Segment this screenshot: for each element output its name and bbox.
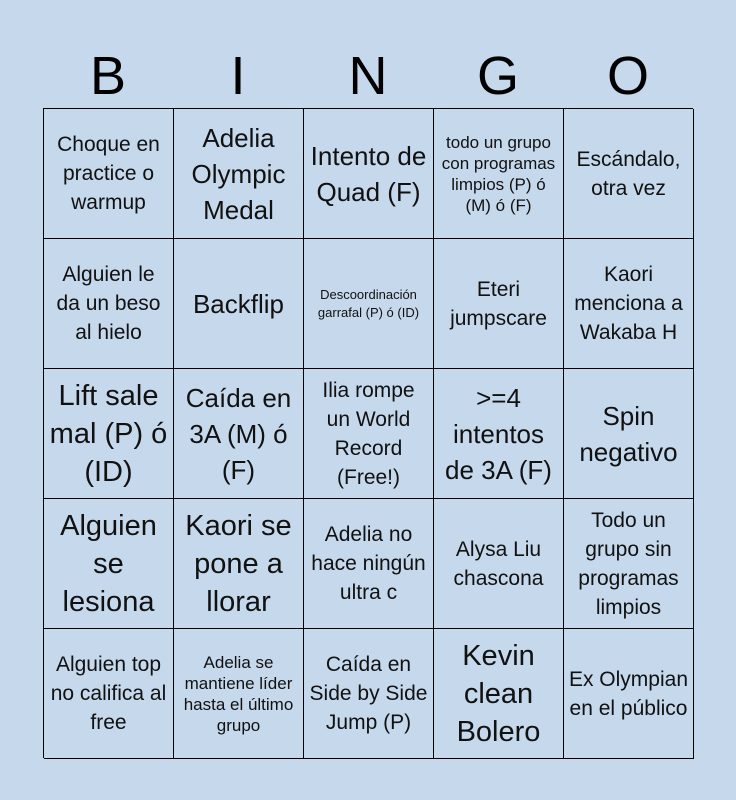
bingo-cell-text: Descoordinación garrafal (P) ó (ID) <box>317 286 420 320</box>
header-letter-i: I <box>230 46 246 106</box>
bingo-cell-text: Kaori se pone a llorar <box>185 509 292 618</box>
bingo-cell[interactable] <box>44 629 174 759</box>
bingo-cell-text: Kevin clean Bolero <box>456 639 541 748</box>
bingo-header <box>43 44 693 108</box>
bingo-cell[interactable] <box>564 239 694 369</box>
bingo-cell-text: Caída en 3A (M) ó (F) <box>185 382 292 485</box>
bingo-cell[interactable] <box>564 629 694 759</box>
bingo-cell[interactable] <box>564 109 694 239</box>
bingo-cell[interactable] <box>434 499 564 629</box>
bingo-board <box>43 108 693 758</box>
bingo-cell-text: Escándalo, otra vez <box>576 147 681 200</box>
bingo-cell[interactable] <box>174 499 304 629</box>
bingo-cell[interactable] <box>434 369 564 499</box>
bingo-cell[interactable] <box>304 369 434 499</box>
bingo-cell-text: Lift sale mal (P) ó (ID) <box>49 379 168 488</box>
bingo-cell-text: Alysa Liu chascona <box>453 537 544 590</box>
bingo-cell[interactable] <box>174 369 304 499</box>
bingo-cell-text: Adelia no hace ningún ultra c <box>311 523 426 604</box>
bingo-cell[interactable] <box>304 629 434 759</box>
bingo-cell[interactable] <box>174 239 304 369</box>
header-letter-o: O <box>606 46 649 106</box>
bingo-cell[interactable] <box>304 239 434 369</box>
bingo-cell[interactable] <box>44 239 174 369</box>
bingo-cell-text: Eteri jumpscare <box>450 277 547 330</box>
bingo-cell[interactable] <box>174 629 304 759</box>
bingo-cell-text: Ilia rompe un World Record (Free!) <box>322 378 415 489</box>
bingo-cell-text: Adelia Olympic Medal <box>191 122 286 225</box>
header-letter-g: G <box>476 46 519 106</box>
bingo-cell[interactable] <box>44 369 174 499</box>
bingo-cell[interactable] <box>304 499 434 629</box>
header-letter-b: B <box>89 46 127 106</box>
bingo-cell[interactable] <box>44 109 174 239</box>
bingo-cell-text: Alguien le da un beso al hielo <box>56 263 161 344</box>
bingo-cell[interactable] <box>434 629 564 759</box>
bingo-cell[interactable] <box>304 109 434 239</box>
bingo-cell[interactable] <box>434 109 564 239</box>
bingo-cell[interactable] <box>44 499 174 629</box>
bingo-cell-text: Ex Olympian en el público <box>568 667 689 720</box>
header-letter-n: N <box>348 46 388 106</box>
bingo-cell[interactable] <box>174 109 304 239</box>
bingo-cell-text: Alguien se lesiona <box>60 509 157 618</box>
bingo-cell-text: Alguien top no califica al free <box>50 653 167 734</box>
bingo-cell-text: todo un grupo con programas limpios (P) ó (M) ó (F) <box>441 132 556 215</box>
bingo-cell-text: Adelia se mantiene líder hasta el último grupo <box>183 652 294 735</box>
bingo-cell-text: >=4 intentos de 3A (F) <box>445 382 552 485</box>
bingo-cell-text: Backflip <box>192 288 285 319</box>
bingo-cell[interactable] <box>564 369 694 499</box>
bingo-cell-text: Caída en Side by Side Jump (P) <box>309 653 428 734</box>
bingo-cell-text: Kaori menciona a Wakaba H <box>574 263 683 344</box>
bingo-cell[interactable] <box>564 499 694 629</box>
bingo-cell-text: Spin negativo <box>579 400 678 467</box>
bingo-cell-text: Choque en practice o warmup <box>57 133 160 214</box>
bingo-cell[interactable] <box>434 239 564 369</box>
bingo-cell-text: Todo un grupo sin programas limpios <box>578 508 679 619</box>
bingo-cell-text: Intento de Quad (F) <box>310 140 427 207</box>
